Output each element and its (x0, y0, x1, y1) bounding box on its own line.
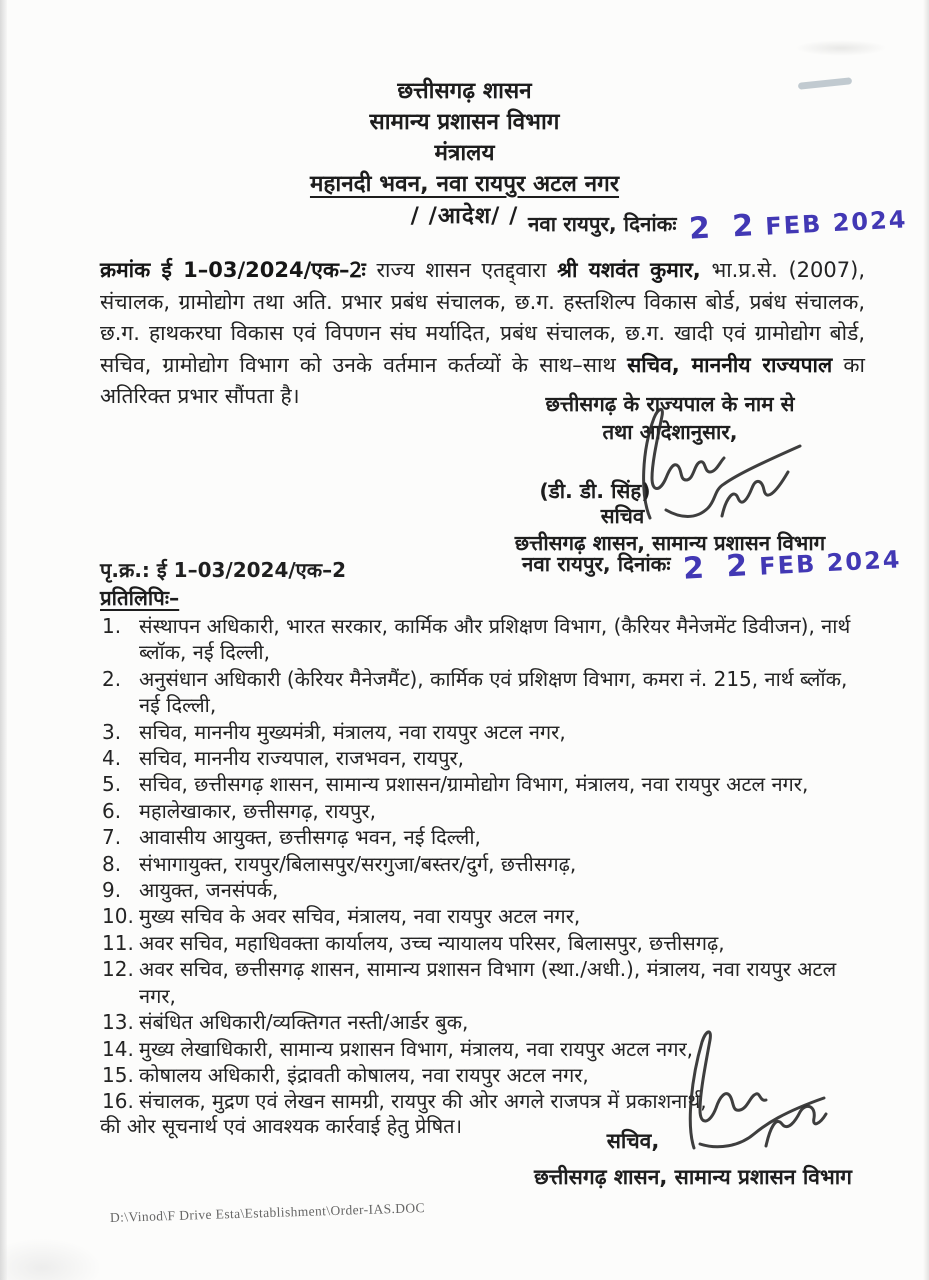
list-item-number: 10. (102, 904, 134, 929)
list-item (102, 851, 871, 877)
list-item-text: अनुसंधान अधिकारी (केरियर मैनेजमैंट), कार्मिक एवं प्रशिक्षण विभाग, कमरा नं. 215, नार्थ ब्लॉक, नई दिल्ली, (139, 666, 848, 718)
list-item-number: 11. (102, 930, 134, 955)
signatory-designation: सचिव (600, 504, 645, 528)
signatory-department: छत्तीसगढ़ शासन, सामान्य प्रशासन विभाग (514, 531, 826, 555)
list-item-number: 4. (102, 746, 122, 771)
list-item-number: 14. (102, 1036, 134, 1061)
list-item-text: आवासीय आयुक्त, छत्तीसगढ़ भवन, नई दिल्ली, (139, 825, 481, 850)
signature-block (470, 390, 870, 558)
list-item-number: 13. (102, 1010, 134, 1035)
list-item (102, 613, 871, 666)
list-item-number: 15. (102, 1062, 134, 1087)
list-item-text: कोषालय अधिकारी, इंद्रावती कोषालय, नवा रायपुर अटल नगर, (139, 1062, 589, 1087)
list-item-number: 7. (102, 825, 122, 850)
endorsement-date-line (522, 545, 902, 587)
scan-smudge-bottom (0, 1238, 102, 1280)
date-line (528, 205, 908, 247)
list-item-number: 6. (102, 798, 122, 823)
list-item (102, 719, 871, 745)
signatory-name: (डी. डी. सिंह) (539, 479, 651, 503)
list-item-number: 2. (102, 666, 122, 691)
officer-name: श्री यशवंत कुमार, (557, 258, 701, 282)
order-number: क्रमांक ई 1–03/2024/एक–2ः (100, 258, 366, 282)
endorsement-ref: पृ.क्र.: ई 1–03/2024/एक–2 (100, 558, 347, 582)
copy-list (102, 613, 871, 1115)
list-item-text: सचिव, माननीय मुख्यमंत्री, मंत्रालय, नवा रायपुर अटल नगर, (139, 719, 566, 744)
final-signature-block (520, 1128, 866, 1192)
list-item-text: आयुक्त, जनसंपर्क, (139, 878, 279, 903)
date-stamp: 2 2 FEB 2024 (687, 205, 908, 247)
file-path-footer: D:\Vinod\F Drive Esta\Establishment\Order-IAS.DOC (109, 1200, 426, 1225)
endorsement-date-label: नवा रायपुर, दिनांकः (522, 551, 671, 576)
list-item-number: 16. (102, 1089, 134, 1114)
address-line: महानदी भवन, नवा रायपुर अटल नगर (309, 171, 620, 197)
by-order-line1: छत्तीसगढ़ के राज्यपाल के नाम से (545, 392, 795, 416)
list-item-text: संचालक, मुद्रण एवं लेखन सामग्री, रायपुर की ओर अगले राजपत्र में प्रकाशनार्थ, (139, 1089, 707, 1114)
copy-to-heading: प्रतिलिपिः– (100, 586, 180, 610)
scan-smudge (795, 40, 887, 56)
list-item (102, 930, 871, 956)
by-order-line2: तथा आदेशानुसार, (602, 420, 738, 444)
ministry-name: मंत्रालय (434, 140, 495, 166)
list-item (102, 877, 871, 903)
list-item (102, 745, 871, 771)
list-item-text: मुख्य सचिव के अवर सचिव, मंत्रालय, नवा रायपुर अटल नगर, (139, 904, 581, 929)
list-item (102, 1088, 871, 1114)
final-signatory-designation: सचिव, (606, 1129, 660, 1153)
closing-line: की ओर सूचनार्थ एवं आवश्यक कार्रवाई हेतु प्रेषित। (100, 1114, 463, 1138)
list-item (102, 771, 871, 797)
list-item (102, 1009, 871, 1035)
list-item (102, 903, 871, 929)
government-name: छत्तीसगढ़ शासन (397, 78, 532, 104)
list-item-number: 12. (102, 957, 134, 982)
list-item-text: मुख्य लेखाधिकारी, सामान्य प्रशासन विभाग, मंत्रालय, नवा रायपुर अटल नगर, (139, 1036, 694, 1061)
department-name: सामान्य प्रशासन विभाग (369, 109, 560, 135)
list-item (102, 1062, 871, 1088)
list-item (102, 798, 871, 824)
list-item (102, 1036, 871, 1062)
endorsement-date-stamp: 2 2 FEB 2024 (681, 545, 902, 587)
list-item-text: संभागायुक्त, रायपुर/बिलासपुर/सरगुजा/बस्तर/दुर्ग, छत्तीसगढ़, (139, 851, 577, 876)
list-item-text: सचिव, माननीय राज्यपाल, राजभवन, रायपुर, (139, 746, 464, 771)
list-item (102, 956, 871, 1009)
final-signatory-department: छत्तीसगढ़ शासन, सामान्य प्रशासन विभाग (534, 1165, 852, 1189)
list-item (102, 824, 871, 850)
list-item-number: 3. (102, 719, 122, 744)
list-item-text: सचिव, छत्तीसगढ़ शासन, सामान्य प्रशासन/ग्रामोद्योग विभाग, मंत्रालय, नवा रायपुर अटल नगर, (139, 772, 809, 797)
list-item-text: अवर सचिव, महाधिवक्ता कार्यालय, उच्च न्यायालय परिसर, बिलासपुर, छत्तीसगढ़, (139, 930, 725, 955)
order-title: / /आदेश/ / (410, 203, 519, 229)
list-item-text: संस्थापन अधिकारी, भारत सरकार, कार्मिक और प्रशिक्षण विभाग, (कैरियर मैनेजमेंट डिवीजन), नार्थ ब्लॉक, नई दिल्ली, (139, 614, 851, 665)
list-item-number: 8. (102, 851, 122, 876)
order-paragraph: क्रमांक ई 1–03/2024/एक–2ः राज्य शासन एतद्द्वारा श्री यशवंत कुमार, भा.प्र.से. (2007), संचालक, ग्रामोद्योग तथा अति. प्रभार प्रबंध संचालक, छ.ग. हस्तशिल्प विकास बोर्ड, प्रबंध संचालक, छ.ग. हाथकरघा विकास एवं विपणन संघ मर्यादित, प्रबंध संचालक, छ.ग. खादी एवं ग्रामोद्योग बोर्ड, सचिव, ग्रामोद्योग विभाग को उनके वर्तमान कर्तव्यों के साथ–साथ सचिव, माननीय राज्यपाल का अतिरिक्त प्रभार सौंपता है। (100, 258, 865, 408)
list-item (102, 666, 871, 719)
secretary-governor: सचिव, माननीय राज्यपाल (627, 352, 833, 377)
date-label: नवा रायपुर, दिनांकः (528, 211, 677, 236)
list-item-number: 9. (102, 878, 122, 903)
list-item-text: संबंधित अधिकारी/व्यक्तिगत नस्ती/आर्डर बुक, (139, 1010, 469, 1035)
list-item-number: 1. (102, 614, 122, 638)
list-item-number: 5. (102, 772, 122, 797)
list-item-text: महालेखाकार, छत्तीसगढ़, रायपुर, (139, 798, 376, 823)
list-item-text: अवर सचिव, छत्तीसगढ़ शासन, सामान्य प्रशासन विभाग (स्था./अधी.), मंत्रालय, नवा रायपुर अटल नगर, (139, 957, 837, 1008)
